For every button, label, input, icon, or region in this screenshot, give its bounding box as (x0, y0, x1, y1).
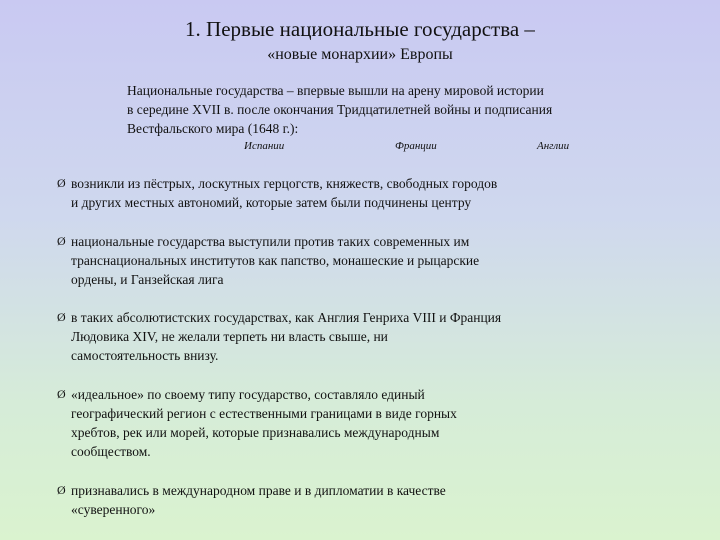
slide-title-line2: «новые монархии» Европы (267, 46, 453, 63)
bullet-text: признавались в международном праве и в дипломатии в качестве «суверенного» (71, 483, 446, 517)
country-spain: Испании (244, 140, 285, 152)
bullet-item (57, 308, 657, 365)
bullet-item (57, 232, 657, 289)
bullet-text: возникли из пёстрых, лоскутных герцогств, княжеств, свободных городов и других местных автономий, которые затем были подчинены центру (71, 176, 498, 210)
bullet-text: «идеальное» по своему типу государство, составляло единый географический регион с естественными границами в виде горных хребтов, рек или морей, которые признавались международным сообществом. (71, 387, 457, 459)
bullet-text: национальные государства выступили против таких современных им транснациональных институтов как папство, монашеские и рыцарские ордены, и Ганзейская лига (71, 234, 480, 287)
country-england: Англии (537, 140, 570, 152)
arrow-bullet-icon: Ø (57, 310, 66, 324)
bullet-text: в таких абсолютистских государствах, как Англия Генриха VIII и Франция Людовика XIV, не желали терпеть ни власть свыше, ни самостоятельность внизу. (71, 310, 502, 363)
bullet-item (57, 174, 657, 212)
bullet-item (57, 385, 657, 461)
slide-title-line1: 1. Первые национальные государства – (185, 17, 535, 41)
arrow-bullet-icon: Ø (57, 234, 66, 248)
arrow-bullet-icon: Ø (57, 483, 66, 497)
arrow-bullet-icon: Ø (57, 176, 66, 190)
bullet-item (57, 481, 657, 519)
intro-paragraph: Национальные государства – впервые вышли на арену мировой истории в середине XVII в. после окончания Тридцатилетней войны и подписания Вестфальского мира (1648 г.): (127, 83, 553, 136)
country-france: Франции (395, 140, 437, 152)
arrow-bullet-icon: Ø (57, 387, 66, 401)
